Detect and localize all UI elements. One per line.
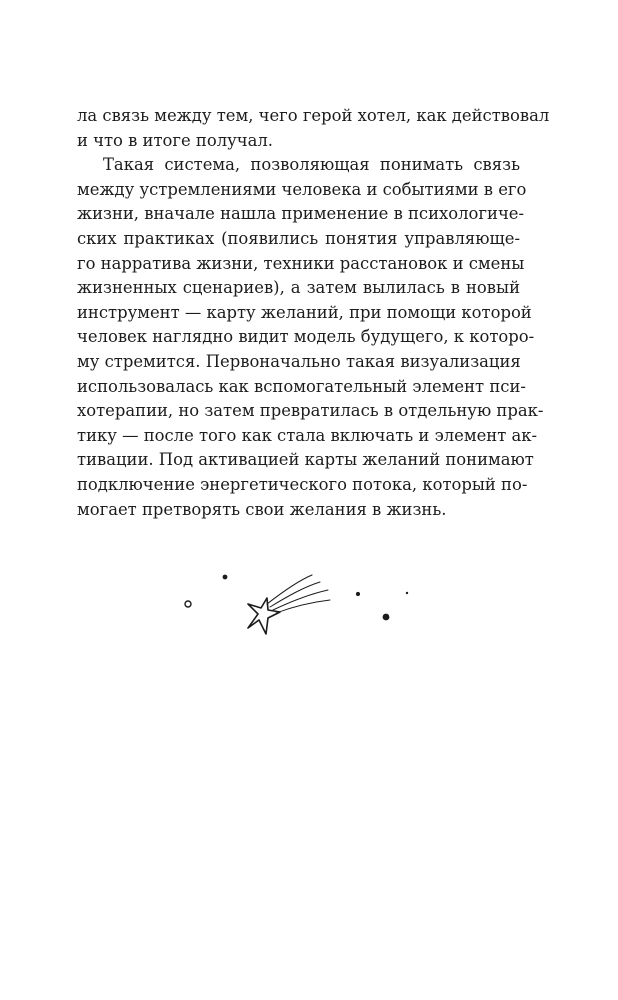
text-line: между устремлениями человека и событиями в его [77,179,527,199]
page-body [77,104,550,522]
text-line: и что в итоге получал. [77,130,273,150]
text-line: жизненных сценариев), а затем вылилась в новый [77,278,520,298]
text-line: могает претворять свои желания в жизнь. [77,499,447,519]
text-line: жизни, вначале нашла применение в психологиче- [77,204,525,224]
text-line: использовалась как вспомогательный элемент пси- [77,376,526,396]
text-line: подключение энергетического потока, который по- [77,474,528,494]
text-line: Такая система, позволяющая понимать связь [103,155,520,175]
shooting-star-icon [170,560,430,640]
text-line: тику — после того как стала включать и элемент ак- [77,425,538,445]
text-line: хотерапии, но затем превратилась в отдельную прак- [77,401,544,421]
text-line: ских практиках (появились понятия управляюще- [77,228,520,248]
text-line: человек наглядно видит модель будущего, к которо- [77,327,535,347]
text-line: тивации. Под активацией карты желаний понимают [77,450,534,470]
text-line: му стремится. Первоначально такая визуализация [77,351,521,371]
text-line: го нарратива жизни, техники расстановок и смены [77,253,525,273]
paragraph-wish-map [77,153,544,522]
paragraph-continued [77,104,550,153]
text-line: ла связь между тем, чего герой хотел, как действовал [77,106,550,125]
text-line: инструмент — карту желаний, при помощи которой [77,302,532,322]
